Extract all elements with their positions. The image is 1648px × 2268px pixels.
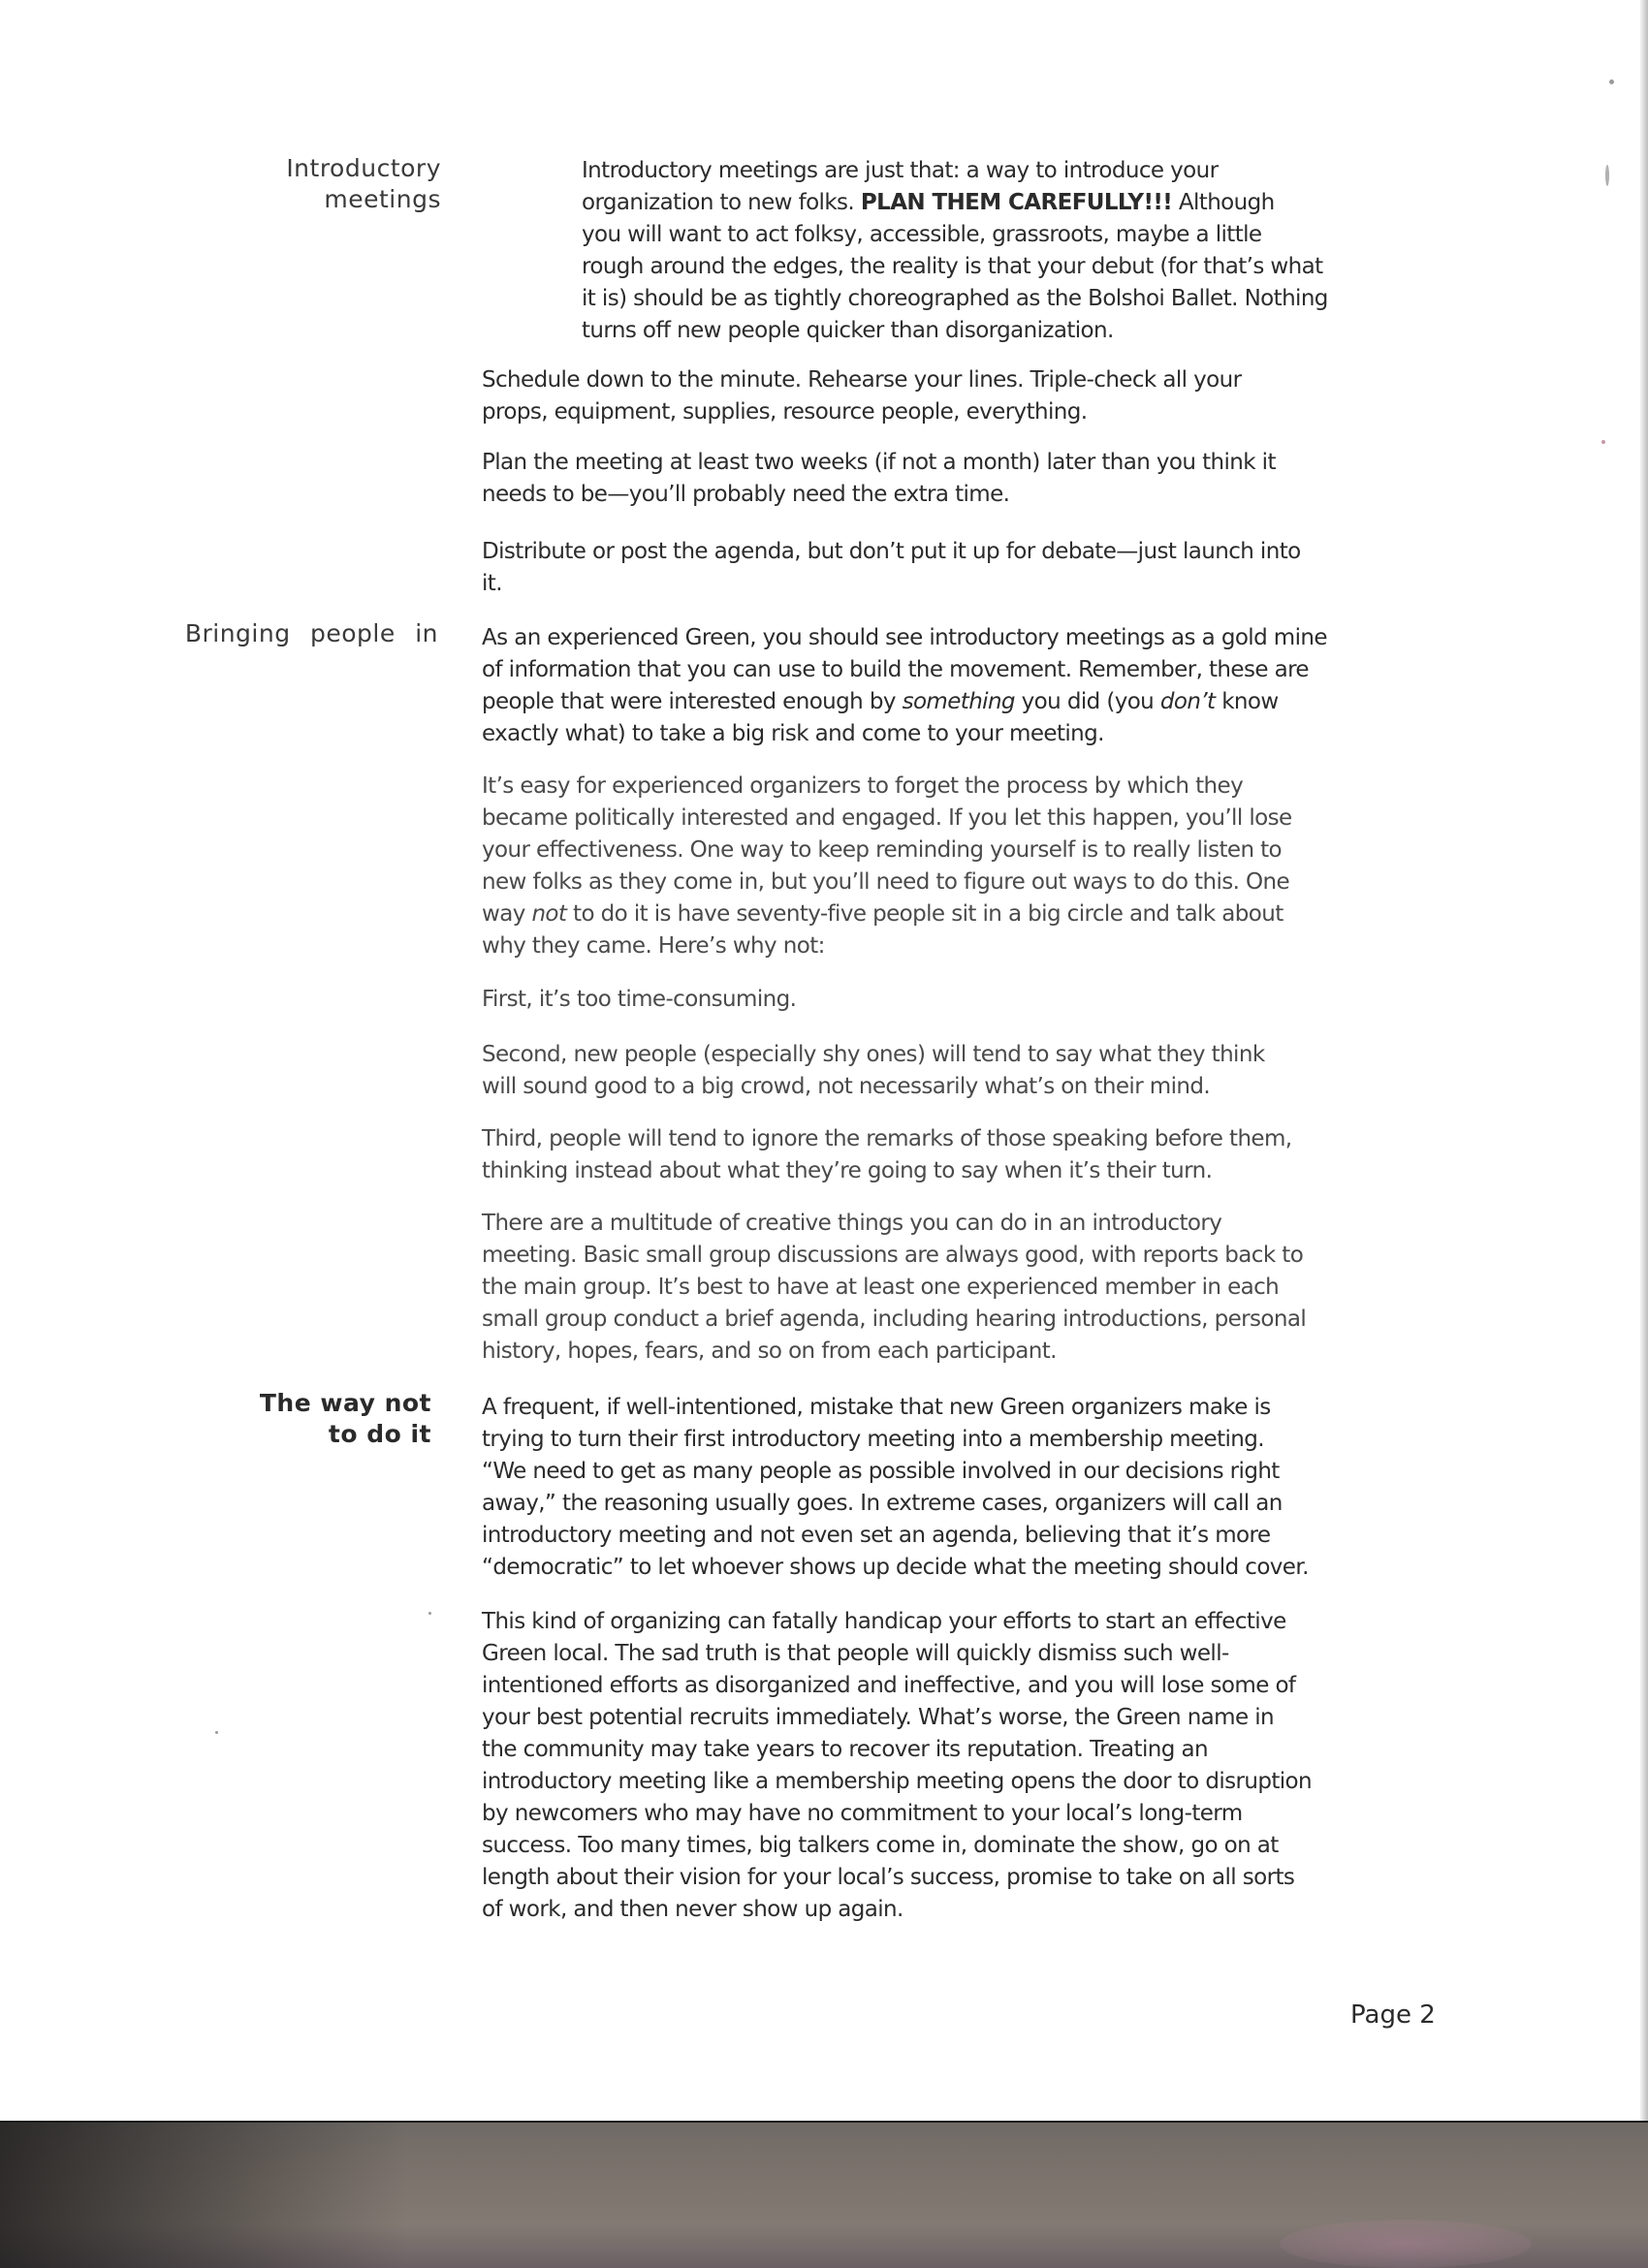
text-span: Although: [1178, 190, 1275, 215]
text-line: history, hopes, fears, and so on from each participant.: [482, 1339, 1057, 1364]
text-span: you did (you: [1021, 689, 1155, 714]
text-line: [482, 898, 1529, 930]
text-line: There are a multitude of creative things you can do in an introductory: [482, 1211, 1222, 1236]
scan-speck: [1609, 79, 1614, 84]
paper-edge: [1640, 0, 1648, 2121]
text-line: small group conduct a brief agenda, including hearing introductions, personal: [482, 1307, 1307, 1332]
text-line: It’s easy for experienced organizers to forget the process by which they: [482, 773, 1244, 799]
paragraph-way-not-1: [482, 1392, 1529, 1584]
text-span: to do it is have seventy-five people sit in a big circle and talk about: [573, 901, 1284, 927]
text-line: Second, new people (especially shy ones) will tend to say what they think: [482, 1042, 1265, 1067]
text-line: your best potential recruits immediately. What’s worse, the Green name in: [482, 1705, 1274, 1730]
paragraph-bringing-3: [482, 984, 1529, 1016]
margin-heading-the-way-not-to-do-it: [194, 1388, 431, 1450]
text-line: “democratic” to let whoever shows up decide what the meeting should cover.: [482, 1555, 1309, 1580]
text-line: exactly what) to take a big risk and come to your meeting.: [482, 721, 1104, 746]
text-line: you will want to act folksy, accessible, grassroots, maybe a little: [582, 222, 1262, 247]
margin-heading-line: to do it: [328, 1420, 431, 1448]
scanner-shadow: [0, 2123, 407, 2268]
scan-speck: [215, 1731, 218, 1734]
text-line: “We need to get as many people as possible involved in our decisions right: [482, 1459, 1280, 1484]
paragraph-bringing-1: [482, 622, 1529, 750]
text-line: First, it’s too time-consuming.: [482, 987, 797, 1012]
margin-heading-line: Introductory: [286, 154, 441, 182]
emphasis-caps: PLAN THEM CAREFULLY!!!: [860, 190, 1173, 215]
margin-heading-bringing-people-in: [97, 618, 438, 649]
paragraph-bringing-6: [482, 1208, 1529, 1368]
emphasis-italic: not: [531, 901, 567, 927]
text-line: This kind of organizing can fatally handicap your efforts to start an effective: [482, 1609, 1286, 1634]
text-line: Distribute or post the agenda, but don’t put it up for debate—just launch into: [482, 539, 1301, 564]
text-line: it.: [482, 571, 502, 596]
text-span: people that were interested enough by: [482, 689, 896, 714]
page-number: Page 2: [1350, 2000, 1436, 2030]
text-line: needs to be—you’ll probably need the extra time.: [482, 482, 1010, 507]
text-line: trying to turn their first introductory meeting into a membership meeting.: [482, 1427, 1264, 1452]
text-line: became politically interested and engaged. If you let this happen, you’ll lose: [482, 805, 1292, 831]
paragraph-intro-1: [582, 155, 1532, 347]
text-line: props, equipment, supplies, resource people, everything.: [482, 399, 1088, 425]
text-line: A frequent, if well-intentioned, mistake that new Green organizers make is: [482, 1395, 1271, 1420]
paragraph-way-not-2: [482, 1606, 1529, 1926]
text-line: new folks as they come in, but you’ll need to figure out ways to do this. One: [482, 869, 1290, 895]
margin-heading-introductory-meetings: [194, 153, 441, 215]
scanner-blush: [1280, 2220, 1532, 2268]
scan-speck: [428, 1612, 431, 1615]
margin-heading-line: The way not: [259, 1389, 431, 1417]
text-line: length about their vision for your local’s success, promise to take on all sorts: [482, 1865, 1295, 1890]
text-line: the main group. It’s best to have at least one experienced member in each: [482, 1275, 1280, 1300]
text-span: organization to new folks.: [582, 190, 855, 215]
text-line: success. Too many times, big talkers come in, dominate the show, go on at: [482, 1833, 1279, 1858]
scan-speck: [1605, 165, 1609, 186]
text-line: thinking instead about what they’re going to say when it’s their turn.: [482, 1158, 1213, 1183]
text-line: of work, and then never show up again.: [482, 1897, 903, 1922]
paragraph-intro-2: [482, 364, 1529, 428]
text-line: introductory meeting like a membership meeting opens the door to disruption: [482, 1769, 1312, 1794]
text-line: away,” the reasoning usually goes. In extreme cases, organizers will call an: [482, 1491, 1283, 1516]
text-line: by newcomers who may have no commitment to your local’s long-term: [482, 1801, 1243, 1826]
text-line: turns off new people quicker than disorganization.: [582, 318, 1114, 343]
text-span: way: [482, 901, 525, 927]
text-line: [482, 686, 1529, 718]
margin-heading-line: meetings: [324, 185, 441, 213]
text-line: As an experienced Green, you should see introductory meetings as a gold mine: [482, 625, 1327, 650]
paragraph-bringing-5: [482, 1123, 1529, 1187]
text-line: it is) should be as tightly choreographed as the Bolshoi Ballet. Nothing: [582, 286, 1328, 311]
text-line: Third, people will tend to ignore the remarks of those speaking before them,: [482, 1126, 1292, 1151]
text-line: why they came. Here’s why not:: [482, 933, 825, 959]
text-line: introductory meeting and not even set an agenda, believing that it’s more: [482, 1523, 1271, 1548]
text-line: Introductory meetings are just that: a way to introduce your: [582, 158, 1219, 183]
text-line: Schedule down to the minute. Rehearse your lines. Triple-check all your: [482, 367, 1242, 393]
paragraph-bringing-2: [482, 771, 1529, 962]
emphasis-italic: don’t: [1159, 689, 1216, 714]
text-line: of information that you can use to build the movement. Remember, these are: [482, 657, 1309, 682]
text-line: Plan the meeting at least two weeks (if not a month) later than you think it: [482, 450, 1276, 475]
text-line: [582, 187, 1532, 219]
text-line: the community may take years to recover its reputation. Treating an: [482, 1737, 1208, 1762]
text-line: meeting. Basic small group discussions are always good, with reports back to: [482, 1243, 1304, 1268]
text-line: Green local. The sad truth is that people will quickly dismiss such well-: [482, 1641, 1229, 1666]
text-span: know: [1221, 689, 1279, 714]
paragraph-bringing-4: [482, 1039, 1529, 1103]
emphasis-italic: something: [902, 689, 1015, 714]
scan-speck: [1601, 440, 1605, 444]
text-line: will sound good to a big crowd, not necessarily what’s on their mind.: [482, 1074, 1211, 1099]
paragraph-intro-3: [482, 447, 1529, 511]
margin-heading-line: Bringing people in: [184, 619, 438, 647]
text-line: rough around the edges, the reality is that your debut (for that’s what: [582, 254, 1323, 279]
paragraph-intro-4: [482, 536, 1529, 600]
scanner-background: [0, 2121, 1648, 2268]
text-line: your effectiveness. One way to keep reminding yourself is to really listen to: [482, 837, 1283, 863]
text-line: intentioned efforts as disorganized and ineffective, and you will lose some of: [482, 1673, 1296, 1698]
